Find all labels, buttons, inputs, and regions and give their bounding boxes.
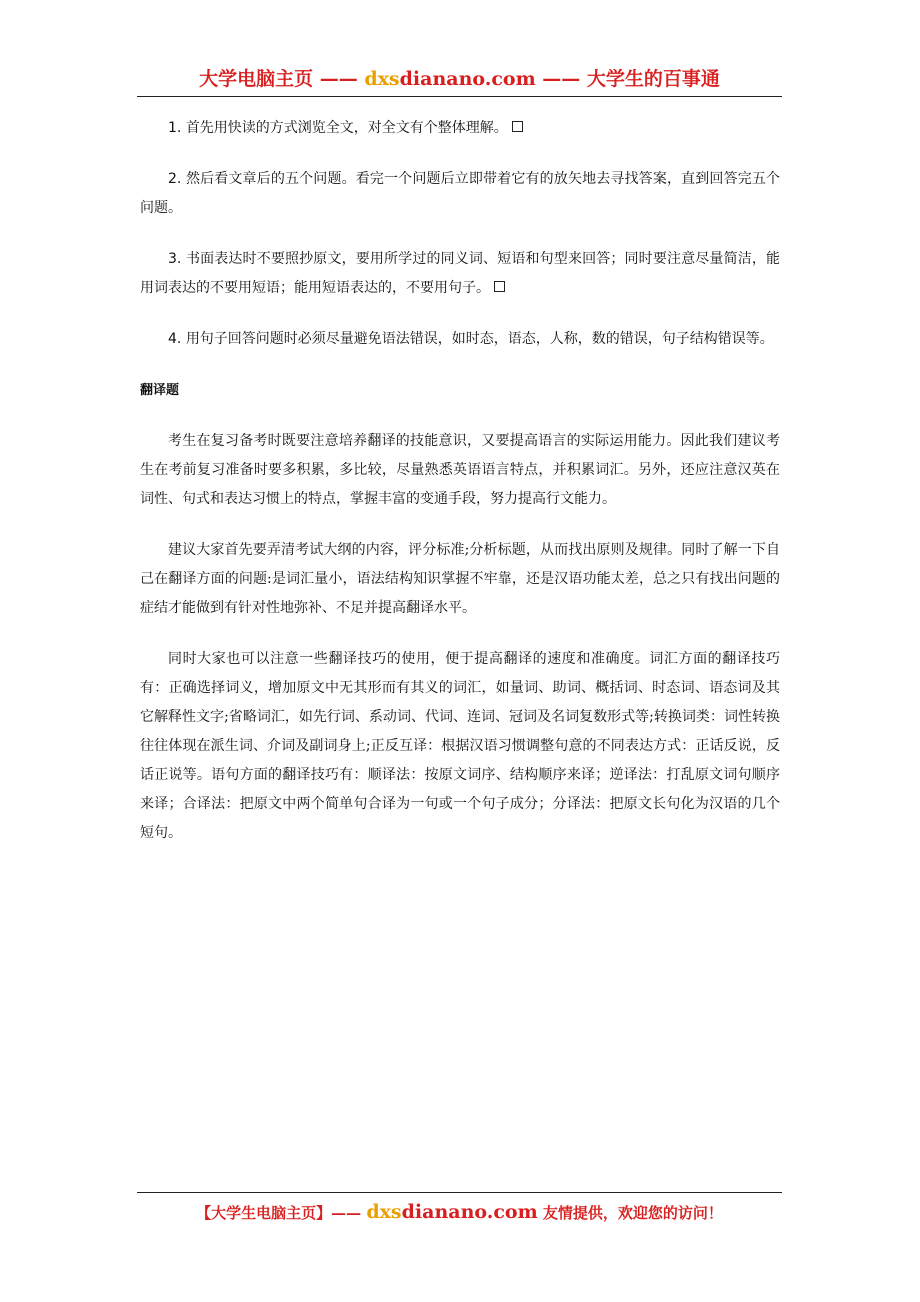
list-item-number: 4.	[168, 331, 182, 347]
footer-domain-suffix: .com	[486, 1201, 538, 1223]
header-slogan: 大学生的百事通	[586, 68, 720, 90]
footer-dash: ——	[331, 1204, 367, 1222]
list-item-text: 用句子回答问题时必须尽量避免语法错误，如时态，语态，人称，数的错误，句子结构错误等。	[185, 331, 774, 347]
footer-bracket-text: 【大学生电脑主页】	[196, 1204, 332, 1222]
page-footer	[137, 1192, 782, 1223]
footer-thanks: 友情提供，欢迎您的访问！	[537, 1204, 723, 1222]
header-domain-main: dianano	[399, 68, 485, 90]
list-item-number: 3.	[168, 251, 182, 267]
list-item-number: 1.	[168, 120, 182, 136]
paragraph: 同时大家也可以注意一些翻译技巧的使用，便于提高翻译的速度和准确度。词汇方面的翻译技巧有：正确选择词义，增加原文中无其形而有其义的词汇，如量词、助词、概括词、时态词、语态词及其它解释性文字;省略词汇，如先行词、系动词、代词、连词、冠词及名词复数形式等;转换词类：词性转换往往体现在派生词、介词及副词身上;正反互译：根据汉语习惯调整句意的不同表达方式：正话反说，反话正说等。语句方面的翻译技巧有：顺译法：按原文词序、结构顺序来译；逆译法：打乱原文词句顺序来译；合译法：把原文中两个简单句合译为一句或一个句子成分；分译法：把原文长句化为汉语的几个短句。	[140, 651, 780, 841]
paragraph: 建议大家首先要弄清考试大纲的内容，评分标准;分析标题，从而找出原则及规律。同时了解一下自己在翻译方面的问题:是词汇量小，语法结构知识掌握不牢靠，还是汉语功能太差，总之只有找出问题的症结才能做到有针对性地弥补、不足并提高翻译水平。	[140, 542, 780, 616]
section-title: 翻译题	[140, 383, 180, 398]
list-item-text: 首先用快读的方式浏览全文，对全文有个整体理解。	[185, 120, 508, 136]
header-site-name: 大学电脑主页	[199, 68, 314, 90]
checkbox-glyph-icon	[494, 281, 505, 292]
list-item	[140, 325, 780, 354]
list-item	[140, 245, 780, 303]
footer-domain-main: dianano	[401, 1201, 487, 1223]
header-dash: ——	[535, 68, 587, 90]
footer-domain-prefix: dxs	[366, 1201, 402, 1223]
list-item	[140, 165, 780, 223]
checkbox-glyph-icon	[512, 121, 523, 132]
page-header	[137, 62, 782, 97]
list-item	[140, 114, 780, 143]
list-item-text: 然后看文章后的五个问题。看完一个问题后立即带着它有的放矢地去寻找答案，直到回答完五个问题。	[140, 171, 781, 216]
document-body	[140, 114, 780, 870]
header-dash: ——	[313, 68, 365, 90]
list-item-number: 2.	[168, 171, 182, 187]
header-domain-suffix: .com	[484, 68, 536, 90]
paragraph: 考生在复习备考时既要注意培养翻译的技能意识，又要提高语言的实际运用能力。因此我们建议考生在考前复习准备时要多积累，多比较，尽量熟悉英语语言特点，并积累词汇。另外，还应注意汉英在词性、句式和表达习惯上的特点，掌握丰富的变通手段，努力提高行文能力。	[140, 433, 780, 507]
list-item-text: 书面表达时不要照抄原文，要用所学过的同义词、短语和句型来回答；同时要注意尽量简洁，能用词表达的不要用短语；能用短语表达的，不要用句子。	[140, 251, 781, 296]
header-domain-prefix: dxs	[364, 68, 400, 90]
